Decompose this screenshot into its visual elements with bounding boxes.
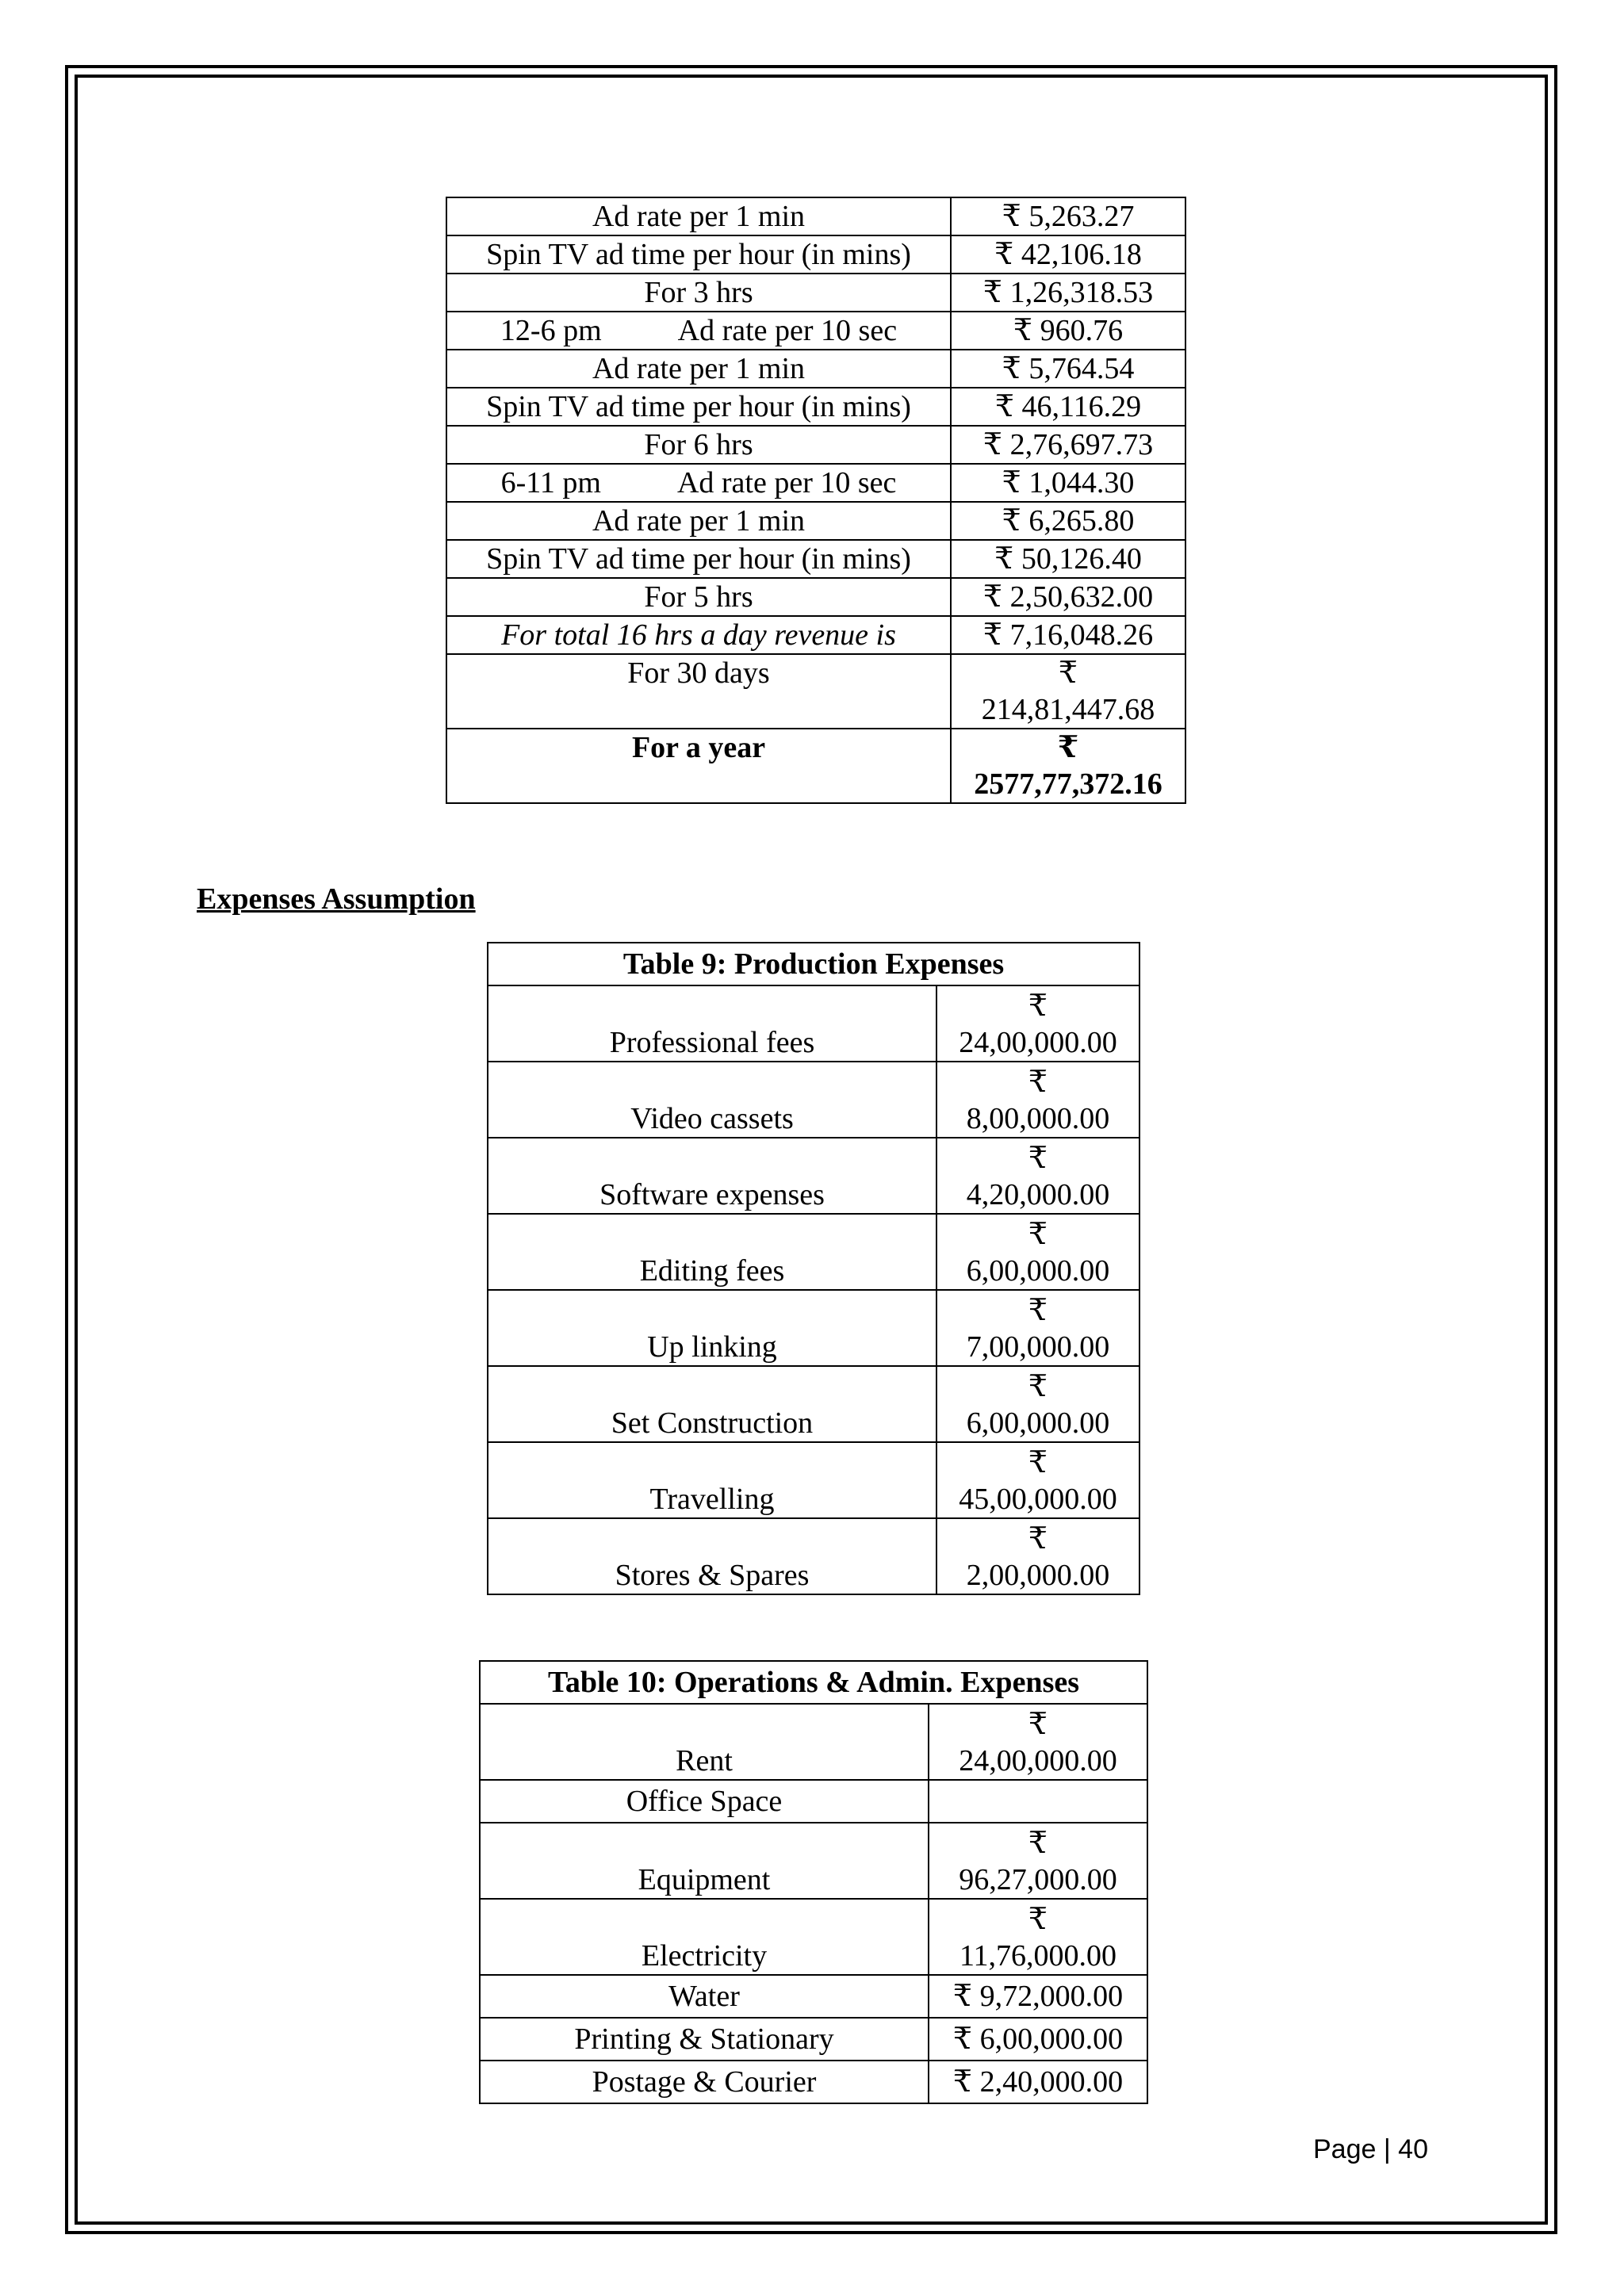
expense-label: Stores & Spares xyxy=(488,1518,936,1594)
row-amount: ₹ 960.76 xyxy=(951,312,1185,350)
rupee-symbol: ₹ xyxy=(1028,1142,1048,1175)
rupee-symbol: ₹ xyxy=(1028,989,1048,1023)
table-row xyxy=(446,729,1185,803)
expense-amount xyxy=(929,1704,1147,1780)
table-row xyxy=(446,312,1185,350)
row-amount: ₹ 7,16,048.26 xyxy=(951,616,1185,654)
row-label: For a year xyxy=(446,729,951,803)
table-caption: Table 9: Production Expenses xyxy=(488,943,1139,985)
row-amount: ₹ 46,116.29 xyxy=(951,388,1185,426)
expense-label: Editing fees xyxy=(488,1214,936,1290)
rupee-symbol: ₹ xyxy=(1028,1370,1048,1403)
table-row xyxy=(480,2061,1147,2103)
expense-label: Rent xyxy=(480,1704,929,1780)
amount-value: 6,00,000.00 xyxy=(966,1254,1110,1288)
section-heading: Expenses Assumption xyxy=(197,882,476,916)
expense-label: Equipment xyxy=(480,1823,929,1899)
amount-value: 24,00,000.00 xyxy=(959,1026,1117,1059)
row-label: Spin TV ad time per hour (in mins) xyxy=(446,235,951,274)
row-label: For total 16 hrs a day revenue is xyxy=(446,616,951,654)
amount-value: 2577,77,372.16 xyxy=(974,767,1162,801)
expense-amount xyxy=(929,1899,1147,1975)
table-row xyxy=(446,654,1185,729)
time-slot: 6-11 pm xyxy=(500,466,601,499)
table-row xyxy=(446,388,1185,426)
table-row xyxy=(488,1062,1139,1138)
row-label-text: Ad rate per 10 sec xyxy=(677,314,898,347)
expense-label: Video cassets xyxy=(488,1062,936,1138)
expense-amount xyxy=(936,1290,1139,1366)
expense-amount xyxy=(936,985,1139,1062)
table-row xyxy=(446,464,1185,502)
row-label-text: Ad rate per 10 sec xyxy=(676,466,897,499)
amount-value: 24,00,000.00 xyxy=(959,1744,1117,1777)
table-row xyxy=(446,350,1185,388)
table-row xyxy=(446,540,1185,578)
row-label xyxy=(446,464,951,502)
row-label: For 3 hrs xyxy=(446,274,951,312)
rupee-symbol: ₹ xyxy=(1028,1066,1048,1099)
expense-label: Software expenses xyxy=(488,1138,936,1214)
revenue-table xyxy=(446,197,1186,804)
rupee-symbol: ₹ xyxy=(1058,656,1078,690)
table-row xyxy=(480,1823,1147,1899)
expense-amount xyxy=(936,1366,1139,1442)
table-row xyxy=(480,1899,1147,1975)
rupee-symbol: ₹ xyxy=(1028,1827,1048,1860)
rupee-symbol: ₹ xyxy=(1028,1903,1048,1936)
amount-value: 4,20,000.00 xyxy=(966,1178,1110,1211)
row-amount: ₹ 5,263.27 xyxy=(951,197,1185,235)
table-row xyxy=(446,235,1185,274)
table-row xyxy=(488,1290,1139,1366)
table-row xyxy=(446,426,1185,464)
production-expenses-table xyxy=(487,942,1140,1595)
amount-value: 2,00,000.00 xyxy=(966,1559,1110,1592)
amount-value: 8,00,000.00 xyxy=(966,1102,1110,1135)
amount-value: 7,00,000.00 xyxy=(966,1330,1110,1364)
table-caption-row xyxy=(480,1661,1147,1704)
row-label: Ad rate per 1 min xyxy=(446,350,951,388)
expense-amount xyxy=(936,1518,1139,1594)
page-number-value: 40 xyxy=(1398,2134,1428,2164)
row-label: For 6 hrs xyxy=(446,426,951,464)
row-amount: ₹ 6,265.80 xyxy=(951,502,1185,540)
rupee-symbol: ₹ xyxy=(1028,1446,1048,1479)
row-amount xyxy=(951,654,1185,729)
table-row xyxy=(446,502,1185,540)
row-label: Spin TV ad time per hour (in mins) xyxy=(446,388,951,426)
table-caption-row xyxy=(488,943,1139,985)
row-amount: ₹ 50,126.40 xyxy=(951,540,1185,578)
expense-label: Professional fees xyxy=(488,985,936,1062)
expense-amount xyxy=(936,1062,1139,1138)
row-amount: ₹ 1,044.30 xyxy=(951,464,1185,502)
amount-value: 45,00,000.00 xyxy=(959,1483,1117,1516)
expense-label: Up linking xyxy=(488,1290,936,1366)
row-amount: ₹ 42,106.18 xyxy=(951,235,1185,274)
expense-label: Postage & Courier xyxy=(480,2061,929,2103)
row-amount: ₹ 2,76,697.73 xyxy=(951,426,1185,464)
row-amount: ₹ 1,26,318.53 xyxy=(951,274,1185,312)
row-label: Ad rate per 1 min xyxy=(446,502,951,540)
page-separator: | xyxy=(1383,2134,1391,2164)
table-row xyxy=(488,1214,1139,1290)
rupee-symbol: ₹ xyxy=(1028,1218,1048,1251)
row-amount: ₹ 5,764.54 xyxy=(951,350,1185,388)
admin-expenses-table xyxy=(479,1660,1148,2104)
rupee-symbol: ₹ xyxy=(1028,1522,1048,1556)
expense-amount: ₹ 2,40,000.00 xyxy=(929,2061,1147,2103)
expense-label: Printing & Stationary xyxy=(480,2018,929,2061)
table-row xyxy=(446,616,1185,654)
expense-label: Travelling xyxy=(488,1442,936,1518)
expense-amount: ₹ 6,00,000.00 xyxy=(929,2018,1147,2061)
table-row xyxy=(488,985,1139,1062)
page-number xyxy=(1313,2134,1428,2165)
table-row xyxy=(480,2018,1147,2061)
expense-label: Office Space xyxy=(480,1780,929,1823)
amount-value: 96,27,000.00 xyxy=(959,1863,1117,1896)
rupee-symbol: ₹ xyxy=(1028,1708,1048,1741)
expense-label: Set Construction xyxy=(488,1366,936,1442)
rupee-symbol: ₹ xyxy=(1057,731,1079,764)
table-caption: Table 10: Operations & Admin. Expenses xyxy=(480,1661,1147,1704)
amount-value: 214,81,447.68 xyxy=(981,693,1155,726)
table-row xyxy=(446,274,1185,312)
table-row xyxy=(488,1138,1139,1214)
table-row xyxy=(446,197,1185,235)
table-row xyxy=(488,1442,1139,1518)
row-amount: ₹ 2,50,632.00 xyxy=(951,578,1185,616)
expense-amount xyxy=(936,1442,1139,1518)
expense-amount xyxy=(929,1823,1147,1899)
page-label: Page xyxy=(1313,2134,1377,2164)
expense-amount: ₹ 9,72,000.00 xyxy=(929,1975,1147,2018)
row-label: Spin TV ad time per hour (in mins) xyxy=(446,540,951,578)
table-row xyxy=(480,1780,1147,1823)
expense-label: Water xyxy=(480,1975,929,2018)
expense-label: Electricity xyxy=(480,1899,929,1975)
table-row xyxy=(488,1518,1139,1594)
row-label: For 30 days xyxy=(446,654,951,729)
row-label: Ad rate per 1 min xyxy=(446,197,951,235)
time-slot: 12-6 pm xyxy=(500,314,602,347)
expense-amount xyxy=(936,1214,1139,1290)
table-row xyxy=(446,578,1185,616)
table-row xyxy=(480,1975,1147,2018)
row-amount xyxy=(951,729,1185,803)
rupee-symbol: ₹ xyxy=(1028,1294,1048,1327)
row-label xyxy=(446,312,951,350)
amount-value: 11,76,000.00 xyxy=(959,1939,1117,1973)
expense-amount xyxy=(936,1138,1139,1214)
table-row xyxy=(480,1704,1147,1780)
amount-value: 6,00,000.00 xyxy=(966,1406,1110,1440)
row-label: For 5 hrs xyxy=(446,578,951,616)
table-row xyxy=(488,1366,1139,1442)
expense-amount xyxy=(929,1780,1147,1823)
